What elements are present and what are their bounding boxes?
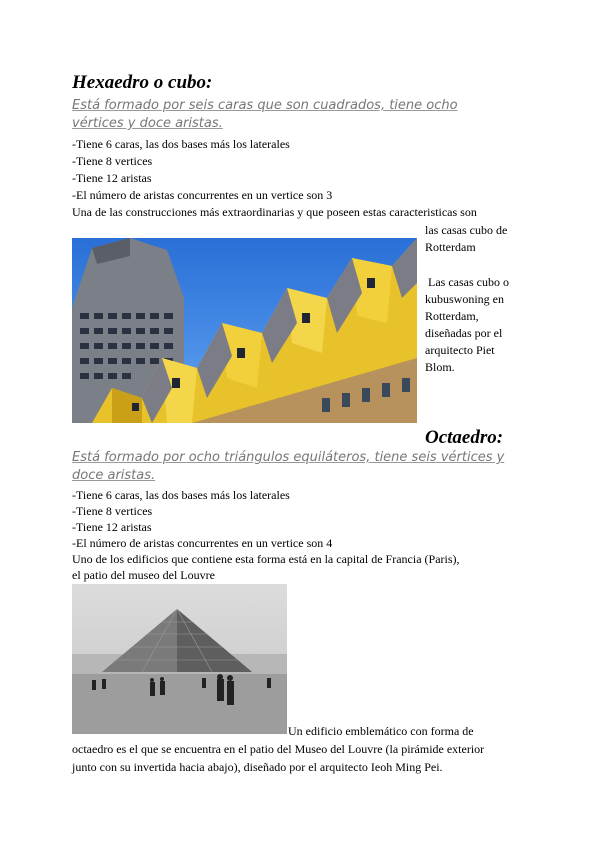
octahedron-fact: -Tiene 8 vertices (72, 504, 153, 518)
cube-side-text-b: Rotterdam, (425, 309, 479, 323)
louvre-pyramid-photo (72, 584, 287, 734)
octahedron-fact: -Tiene 12 aristas (72, 520, 152, 534)
cube-fact: -Tiene 6 caras, las dos bases más los laterales (72, 137, 290, 151)
cube-side-text-a-line-1: las casas cubo de (425, 223, 508, 237)
cube-fact: -Tiene 8 vertices (72, 154, 153, 168)
cube-houses-photo (72, 238, 417, 423)
cube-side-text-b: kubuswoning en (425, 292, 504, 306)
cube-side-text-b: arquitecto Piet (425, 343, 495, 357)
octahedron-definition-line-1: Está formado por ocho triángulos equiláteros, tiene seis vértices y (72, 450, 505, 465)
cube-side-text-a-line-2: Rotterdam (425, 240, 476, 254)
louvre-caption-line-1: Un edificio emblemático con forma de (288, 724, 474, 738)
cube-definition-line-2: vértices y doce aristas. (72, 116, 223, 131)
cube-intro-text: Una de las construcciones más extraordinarias y que poseen estas caracteristicas son (72, 205, 477, 219)
octahedron-fact: -Tiene 6 caras, las dos bases más los laterales (72, 488, 290, 502)
louvre-caption-line-3: junto con su invertida hacia abajo), diseñado por el arquitecto Ieoh Ming Pei. (72, 760, 443, 774)
cube-fact: -El número de aristas concurrentes en un vertice son 3 (72, 188, 333, 202)
cube-fact: -Tiene 12 aristas (72, 171, 152, 185)
cube-side-text-b: diseñadas por el (425, 326, 503, 340)
section-title-octahedron: Octaedro: (425, 427, 504, 448)
octahedron-intro-line-1: Uno de los edificios que contiene esta forma está en la capital de Francia (Paris), (72, 552, 460, 566)
octahedron-definition-line-2: doce aristas. (72, 468, 156, 483)
section-title-cube: Hexaedro o cubo: (72, 72, 213, 93)
louvre-caption-line-2: octaedro es el que se encuentra en el patio del Museo del Louvre (la pirámide exterior (72, 742, 485, 756)
octahedron-fact: -El número de aristas concurrentes en un vertice son 4 (72, 536, 333, 550)
cube-side-text-b: Blom. (425, 360, 455, 374)
cube-side-text-b: Las casas cubo o (425, 275, 509, 289)
octahedron-intro-line-2: el patio del museo del Louvre (72, 568, 215, 582)
cube-definition-line-1: Está formado por seis caras que son cuadrados, tiene ocho (72, 98, 458, 113)
